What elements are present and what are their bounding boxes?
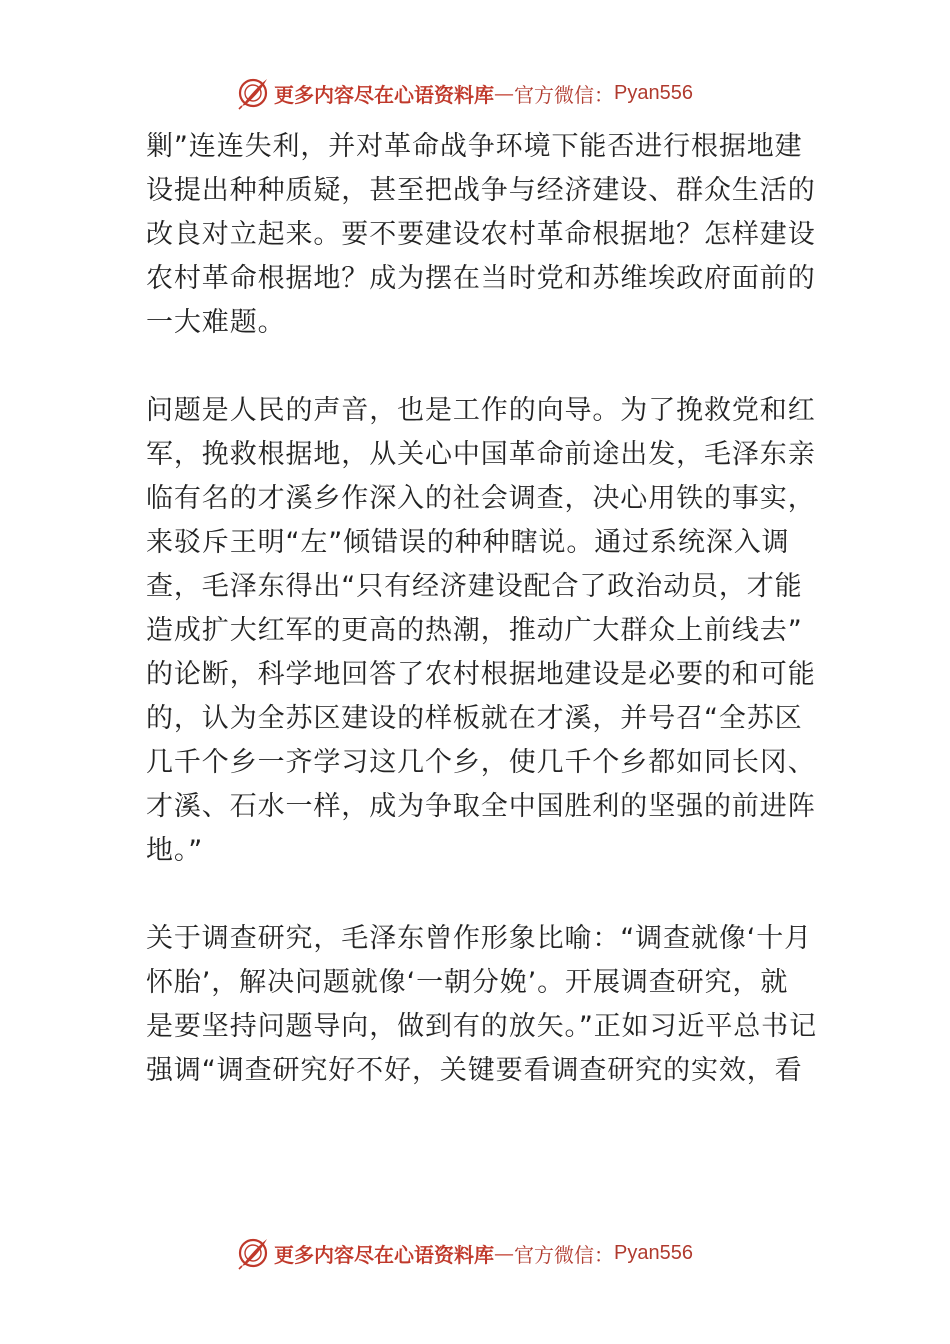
footer-banner-wechat-id: Pyan556 — [614, 1241, 693, 1264]
text-line: 关于调查研究，毛泽东曾作形象比喻：“调查就像‘十月 — [146, 923, 813, 954]
text-line: 才溪、石水一样，成为争取全中国胜利的坚强的前进阵 — [146, 791, 816, 822]
text-line: 改良对立起来。要不要建设农村革命根据地？怎样建设 — [146, 219, 816, 250]
text-line: 一大难题。 — [146, 307, 286, 338]
text-line: 的论断，科学地回答了农村根据地建设是必要的和可能 — [146, 659, 816, 690]
footer-banner-title: 更多内容尽在心语资料库 — [274, 1242, 494, 1267]
quill-logo-icon — [236, 76, 270, 110]
paragraph — [146, 125, 816, 345]
text-line: 地。” — [146, 835, 204, 866]
text-line: 农村革命根据地？成为摆在当时党和苏维埃政府面前的 — [146, 263, 816, 294]
text-line: 临有名的才溪乡作深入的社会调查，决心用铁的事实， — [146, 483, 816, 514]
text-line: 剿”连连失利，并对革命战争环境下能否进行根据地建 — [146, 131, 803, 162]
text-line: 查，毛泽东得出“只有经济建设配合了政治动员，才能 — [146, 571, 803, 602]
paragraph — [146, 917, 816, 1093]
header-banner-wechat-id: Pyan556 — [614, 81, 693, 104]
text-line: 怀胎’，解决问题就像‘一朝分娩’。开展调查研究，就 — [146, 967, 789, 998]
text-line: 的，认为全苏区建设的样板就在才溪，并号召“全苏区 — [146, 703, 803, 734]
text-line: 军，挽救根据地，从关心中国革命前途出发，毛泽东亲 — [146, 439, 816, 470]
header-banner-wechat-label: 官方微信： — [514, 82, 614, 107]
quill-logo-icon — [236, 1236, 270, 1270]
text-line: 问题是人民的声音，也是工作的向导。为了挽救党和红 — [146, 395, 816, 426]
header-banner-title: 更多内容尽在心语资料库 — [274, 82, 494, 107]
text-line: 强调“调查研究好不好，关键要看调查研究的实效，看 — [146, 1055, 803, 1086]
header-banner — [236, 73, 693, 113]
document-body — [146, 125, 816, 1137]
text-line: 设提出种种质疑，甚至把战争与经济建设、群众生活的 — [146, 175, 816, 206]
header-banner-dash: — — [494, 81, 514, 105]
text-line: 造成扩大红军的更高的热潮，推动广大群众上前线去” — [146, 615, 803, 646]
footer-banner — [236, 1233, 693, 1273]
text-line: 来驳斥王明“左”倾错误的种种瞎说。通过系统深入调 — [146, 527, 790, 558]
text-line: 是要坚持问题导向，做到有的放矢。”正如习近平总书记 — [146, 1011, 817, 1042]
footer-banner-dash: — — [494, 1241, 514, 1265]
text-line: 几千个乡一齐学习这几个乡，使几千个乡都如同长冈、 — [146, 747, 816, 778]
paragraph — [146, 389, 816, 873]
footer-banner-wechat-label: 官方微信： — [514, 1242, 614, 1267]
